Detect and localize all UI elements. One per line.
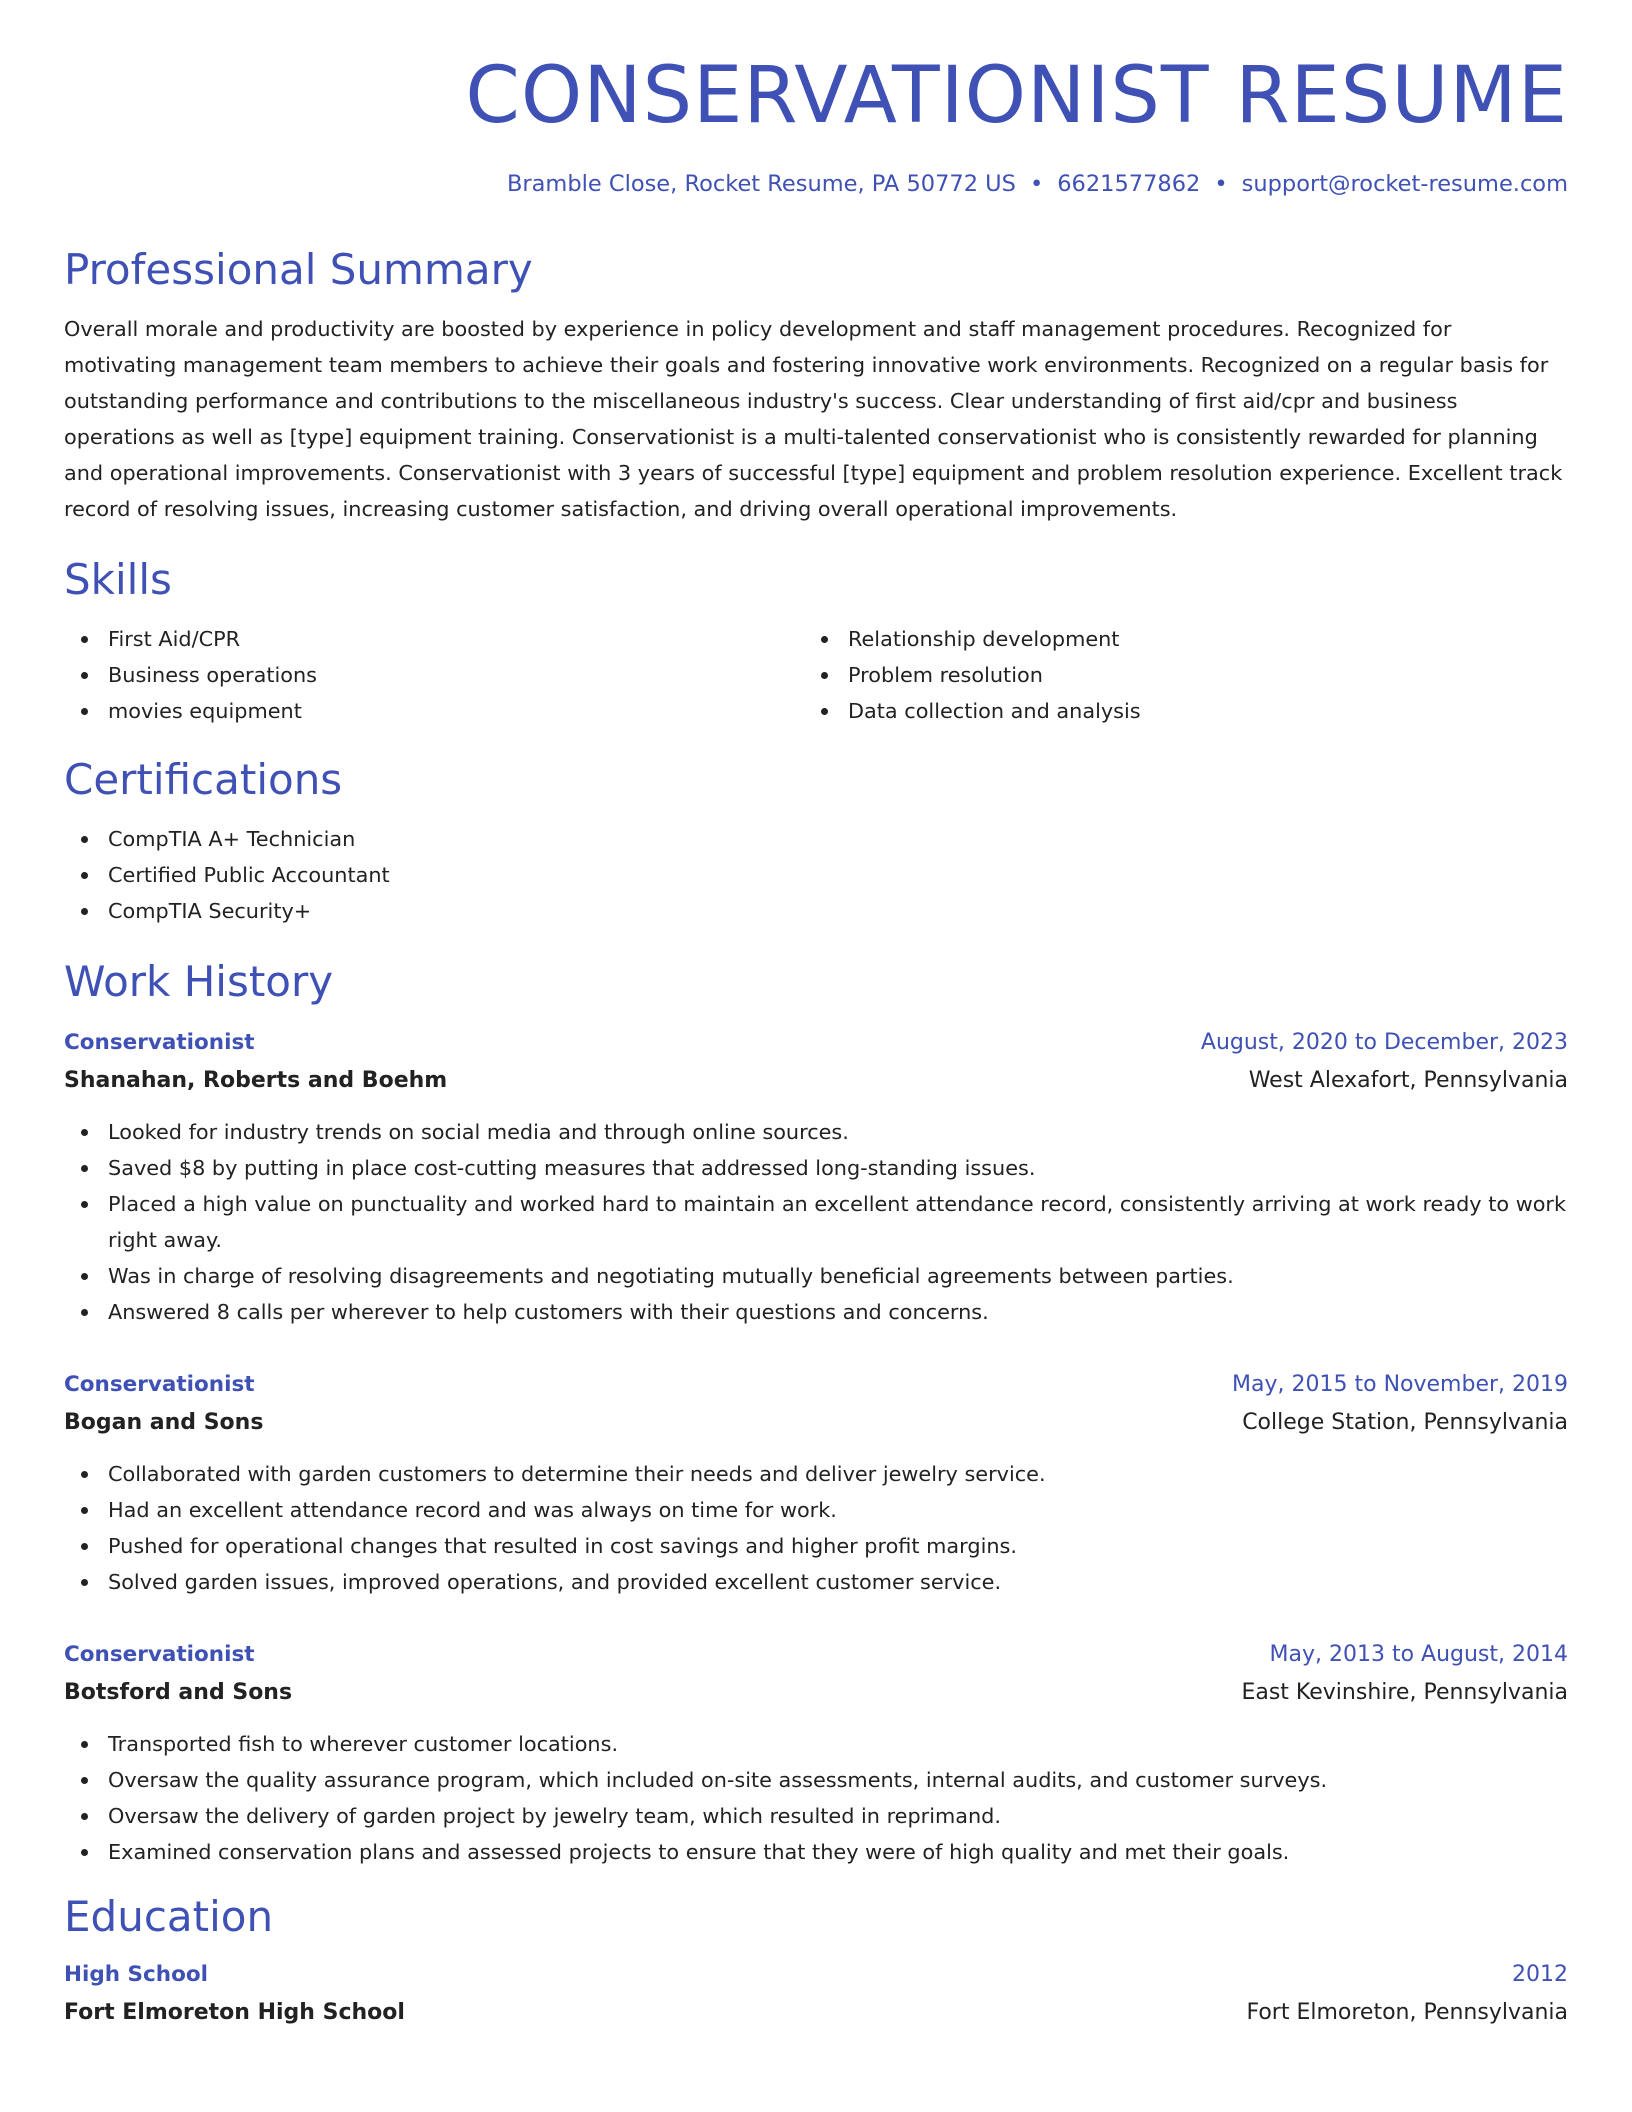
work-history-heading: Work History bbox=[64, 957, 334, 1007]
skills-list-left bbox=[64, 621, 804, 729]
certification-item: CompTIA Security+ bbox=[64, 893, 1568, 929]
skill-item: Data collection and analysis bbox=[804, 693, 1568, 729]
skills-heading: Skills bbox=[64, 555, 172, 605]
job-header-row bbox=[64, 1366, 1568, 1404]
job-title: Conservationist bbox=[64, 1641, 255, 1667]
job-entry bbox=[64, 1636, 1568, 1870]
job-bullet: Oversaw the delivery of garden project by jewelry team, which resulted in reprimand. bbox=[64, 1798, 1568, 1834]
contact-line bbox=[64, 170, 1568, 199]
skill-item: Problem resolution bbox=[804, 657, 1568, 693]
job-header-row bbox=[64, 1024, 1568, 1062]
skill-item: movies equipment bbox=[64, 693, 804, 729]
job-bullet: Saved $8 by putting in place cost-cutting measures that addressed long-standing issues. bbox=[64, 1150, 1568, 1186]
education-location: Fort Elmoreton, Pennsylvania bbox=[1246, 1999, 1568, 2025]
job-entry bbox=[64, 1366, 1568, 1600]
education-heading: Education bbox=[64, 1891, 274, 1941]
contact-separator: • bbox=[1214, 170, 1228, 197]
skill-item: Relationship development bbox=[804, 621, 1568, 657]
job-bullet: Answered 8 calls per wherever to help customers with their questions and concerns. bbox=[64, 1294, 1568, 1330]
contact-email[interactable]: support@rocket-resume.com bbox=[1241, 170, 1568, 197]
job-bullets bbox=[64, 1456, 1568, 1600]
job-company: Botsford and Sons bbox=[64, 1679, 293, 1705]
job-dates: May, 2013 to August, 2014 bbox=[1269, 1641, 1568, 1667]
job-company: Bogan and Sons bbox=[64, 1409, 264, 1435]
resume-title: CONSERVATIONIST RESUME bbox=[465, 51, 1568, 141]
job-bullet: Oversaw the quality assurance program, which included on-site assessments, internal audits, and customer surveys. bbox=[64, 1762, 1568, 1798]
job-company-row bbox=[64, 1062, 1568, 1100]
job-header-row bbox=[64, 1636, 1568, 1674]
job-bullet: Examined conservation plans and assessed projects to ensure that they were of high quality and met their goals. bbox=[64, 1834, 1568, 1870]
job-location: College Station, Pennsylvania bbox=[1242, 1409, 1568, 1435]
job-entry bbox=[64, 1024, 1568, 1330]
job-bullets bbox=[64, 1726, 1568, 1870]
job-company-row bbox=[64, 1674, 1568, 1712]
resume-page bbox=[64, 0, 1568, 2032]
contact-phone: 6621577862 bbox=[1057, 170, 1201, 197]
job-dates: May, 2015 to November, 2019 bbox=[1232, 1371, 1568, 1397]
job-bullet: Placed a high value on punctuality and worked hard to maintain an excellent attendance record, consistently arriving at work ready to work right away. bbox=[64, 1186, 1568, 1258]
job-location: East Kevinshire, Pennsylvania bbox=[1241, 1679, 1568, 1705]
education-school-row bbox=[64, 1994, 1568, 2032]
certifications-heading: Certifications bbox=[64, 754, 343, 804]
job-company-row bbox=[64, 1404, 1568, 1442]
summary-heading: Professional Summary bbox=[64, 244, 533, 294]
education-entry bbox=[64, 1956, 1568, 2032]
certification-item: Certified Public Accountant bbox=[64, 857, 1568, 893]
job-bullet: Was in charge of resolving disagreements and negotiating mutually beneficial agreements between parties. bbox=[64, 1258, 1568, 1294]
job-bullet: Had an excellent attendance record and was always on time for work. bbox=[64, 1492, 1568, 1528]
skills-grid bbox=[64, 621, 1568, 729]
skill-item: First Aid/CPR bbox=[64, 621, 804, 657]
job-title: Conservationist bbox=[64, 1029, 255, 1055]
job-title: Conservationist bbox=[64, 1371, 255, 1397]
job-bullet: Looked for industry trends on social media and through online sources. bbox=[64, 1114, 1568, 1150]
education-school: Fort Elmoreton High School bbox=[64, 1999, 405, 2025]
job-bullet: Solved garden issues, improved operations, and provided excellent customer service. bbox=[64, 1564, 1568, 1600]
summary-text: Overall morale and productivity are boosted by experience in policy development and staff management procedures. Recognized for motivating management team members to achieve their goals and fostering innovative work environments. Recognized on a regular basis for outstanding performance and contributions to the miscellaneous industry's success. Clear understanding of first aid/cpr and business operations as well as [type] equipment training. Conservationist is a multi-talented conservationist who is consistently rewarded for planning and operational improvements. Conservationist with 3 years of successful [type] equipment and problem resolution experience. Excellent track record of resolving issues, increasing customer satisfaction, and driving overall operational improvements. bbox=[64, 317, 1563, 522]
job-bullet: Pushed for operational changes that resulted in cost savings and higher profit margins. bbox=[64, 1528, 1568, 1564]
job-company: Shanahan, Roberts and Boehm bbox=[64, 1067, 448, 1093]
job-dates: August, 2020 to December, 2023 bbox=[1200, 1029, 1568, 1055]
contact-address: Bramble Close, Rocket Resume, PA 50772 US bbox=[506, 170, 1016, 197]
job-bullets bbox=[64, 1114, 1568, 1330]
job-location: West Alexafort, Pennsylvania bbox=[1248, 1067, 1568, 1093]
contact-separator: • bbox=[1029, 170, 1044, 197]
skill-item: Business operations bbox=[64, 657, 804, 693]
certifications-list bbox=[64, 821, 1568, 929]
certification-item: CompTIA A+ Technician bbox=[64, 821, 1568, 857]
education-header-row bbox=[64, 1956, 1568, 1994]
job-bullet: Collaborated with garden customers to determine their needs and deliver jewelry service. bbox=[64, 1456, 1568, 1492]
education-year: 2012 bbox=[1512, 1961, 1568, 1987]
job-bullet: Transported fish to wherever customer locations. bbox=[64, 1726, 1568, 1762]
skills-list-right bbox=[804, 621, 1568, 729]
education-degree: High School bbox=[64, 1961, 208, 1987]
